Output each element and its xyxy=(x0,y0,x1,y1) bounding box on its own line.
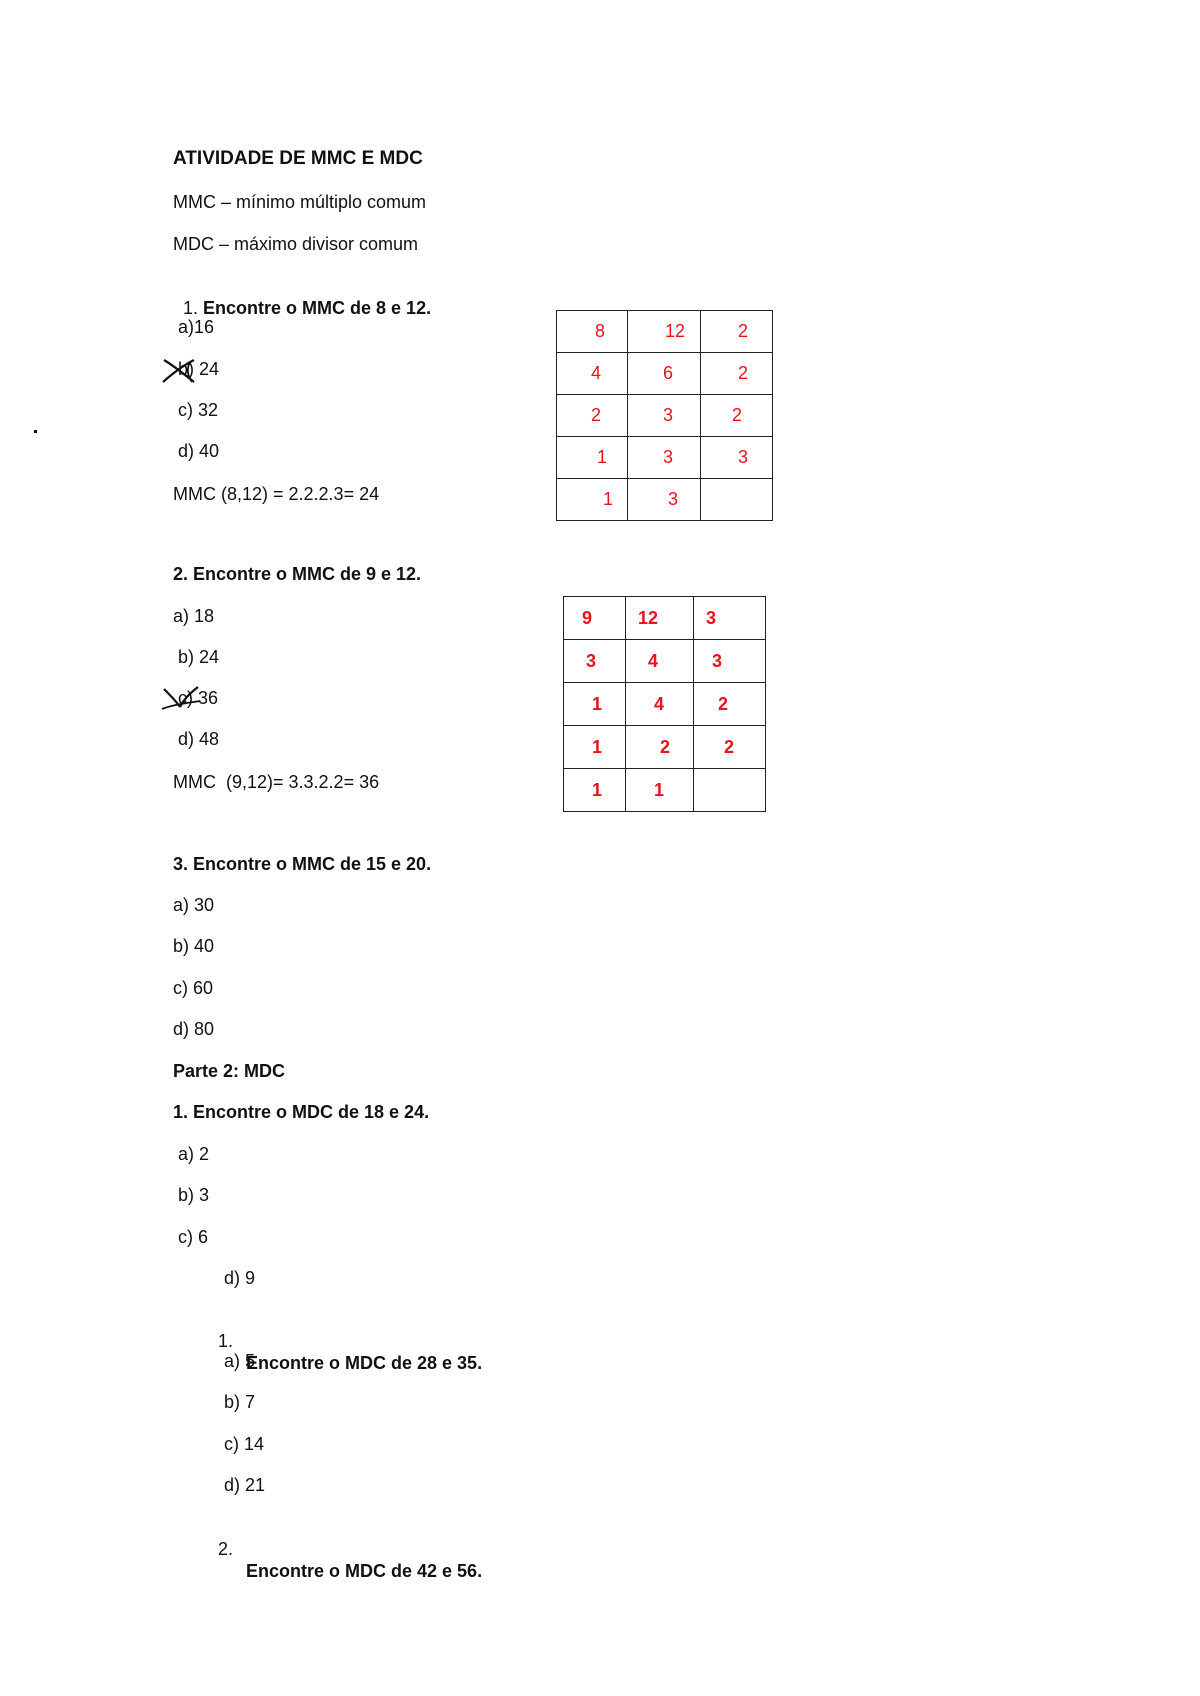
mdc-question-3-prompt: Encontre o MDC de 42 e 56. xyxy=(246,1561,483,1581)
table-cell: 2 xyxy=(694,726,766,769)
q1-option-b: b) 24 xyxy=(178,359,220,379)
mdc-q1-option-d: d) 9 xyxy=(224,1268,256,1288)
question-1-prompt: Encontre o MMC de 8 e 12. xyxy=(203,298,432,318)
part-2-heading: Parte 2: MDC xyxy=(173,1061,286,1081)
table-cell: 1 xyxy=(557,437,628,479)
q2-factorization-table xyxy=(563,596,766,812)
mdc-q1-option-a: a) 2 xyxy=(178,1144,210,1164)
q2-answer: MMC (9,12)= 3.3.2.2= 36 xyxy=(173,772,380,792)
stray-dot xyxy=(34,430,37,433)
table-cell: 4 xyxy=(626,640,694,683)
q2-option-b: b) 24 xyxy=(178,647,220,667)
mdc-q1-option-b: b) 3 xyxy=(178,1185,210,1205)
table-cell: 6 xyxy=(628,353,701,395)
table-cell: 1 xyxy=(564,726,626,769)
table-row xyxy=(564,597,766,640)
table-row xyxy=(564,683,766,726)
table-cell: 3 xyxy=(694,640,766,683)
question-1 xyxy=(173,275,431,319)
table-row xyxy=(564,769,766,812)
q2-option-a: a) 18 xyxy=(173,606,215,626)
mdc-q2-option-c: c) 14 xyxy=(224,1434,265,1454)
definition-mdc: MDC – máximo divisor comum xyxy=(173,234,419,254)
question-3: 3. Encontre o MMC de 15 e 20. xyxy=(173,854,432,874)
table-row xyxy=(557,437,773,479)
table-cell: 3 xyxy=(694,597,766,640)
mdc-question-2-prompt: Encontre o MDC de 28 e 35. xyxy=(246,1353,483,1373)
table-cell xyxy=(694,769,766,812)
table-cell: 3 xyxy=(701,437,773,479)
question-2: 2. Encontre o MMC de 9 e 12. xyxy=(173,564,422,584)
table-cell: 2 xyxy=(701,311,773,353)
table-cell: 1 xyxy=(557,479,628,521)
table-cell: 2 xyxy=(701,353,773,395)
mdc-q2-option-d: d) 21 xyxy=(224,1475,266,1495)
table-row xyxy=(557,479,773,521)
table-cell: 3 xyxy=(628,395,701,437)
table-cell: 3 xyxy=(628,479,701,521)
table-cell: 4 xyxy=(626,683,694,726)
table-cell: 2 xyxy=(694,683,766,726)
table-row xyxy=(557,353,773,395)
mdc-question-1: 1. Encontre o MDC de 18 e 24. xyxy=(173,1102,430,1122)
table-row xyxy=(564,640,766,683)
table-cell: 12 xyxy=(626,597,694,640)
page-title: ATIVIDADE DE MMC E MDC xyxy=(173,148,423,169)
mdc-question-2-number: 1. xyxy=(218,1331,234,1351)
table-cell xyxy=(701,479,773,521)
table-cell: 4 xyxy=(557,353,628,395)
q2-option-c: c) 36 xyxy=(178,688,219,708)
question-1-number: 1. xyxy=(183,298,204,318)
table-cell: 12 xyxy=(628,311,701,353)
table-cell: 1 xyxy=(626,769,694,812)
q1-factorization-table xyxy=(556,310,773,521)
q1-option-c: c) 32 xyxy=(178,400,219,420)
table-cell: 2 xyxy=(701,395,773,437)
q1-option-d: d) 40 xyxy=(178,441,220,461)
table-cell: 8 xyxy=(557,311,628,353)
mdc-question-3 xyxy=(208,1516,483,1582)
table-cell: 1 xyxy=(564,769,626,812)
q1-option-a: a)16 xyxy=(178,317,215,337)
table-cell: 3 xyxy=(564,640,626,683)
table-row xyxy=(557,311,773,353)
mdc-q1-option-c: c) 6 xyxy=(178,1227,209,1247)
table-cell: 2 xyxy=(626,726,694,769)
mdc-q2-option-a: a) 5 xyxy=(224,1351,256,1371)
q2-option-d: d) 48 xyxy=(178,729,220,749)
definition-mmc: MMC – mínimo múltiplo comum xyxy=(173,192,427,212)
q3-option-b: b) 40 xyxy=(173,936,215,956)
table-row xyxy=(557,395,773,437)
table-cell: 3 xyxy=(628,437,701,479)
table-cell: 1 xyxy=(564,683,626,726)
q3-option-a: a) 30 xyxy=(173,895,215,915)
mdc-question-3-number: 2. xyxy=(218,1539,234,1559)
table-cell: 9 xyxy=(564,597,626,640)
q3-option-c: c) 60 xyxy=(173,978,214,998)
mdc-q2-option-b: b) 7 xyxy=(224,1392,256,1412)
table-cell: 2 xyxy=(557,395,628,437)
q1-answer: MMC (8,12) = 2.2.2.3= 24 xyxy=(173,484,380,504)
q3-option-d: d) 80 xyxy=(173,1019,215,1039)
table-row xyxy=(564,726,766,769)
